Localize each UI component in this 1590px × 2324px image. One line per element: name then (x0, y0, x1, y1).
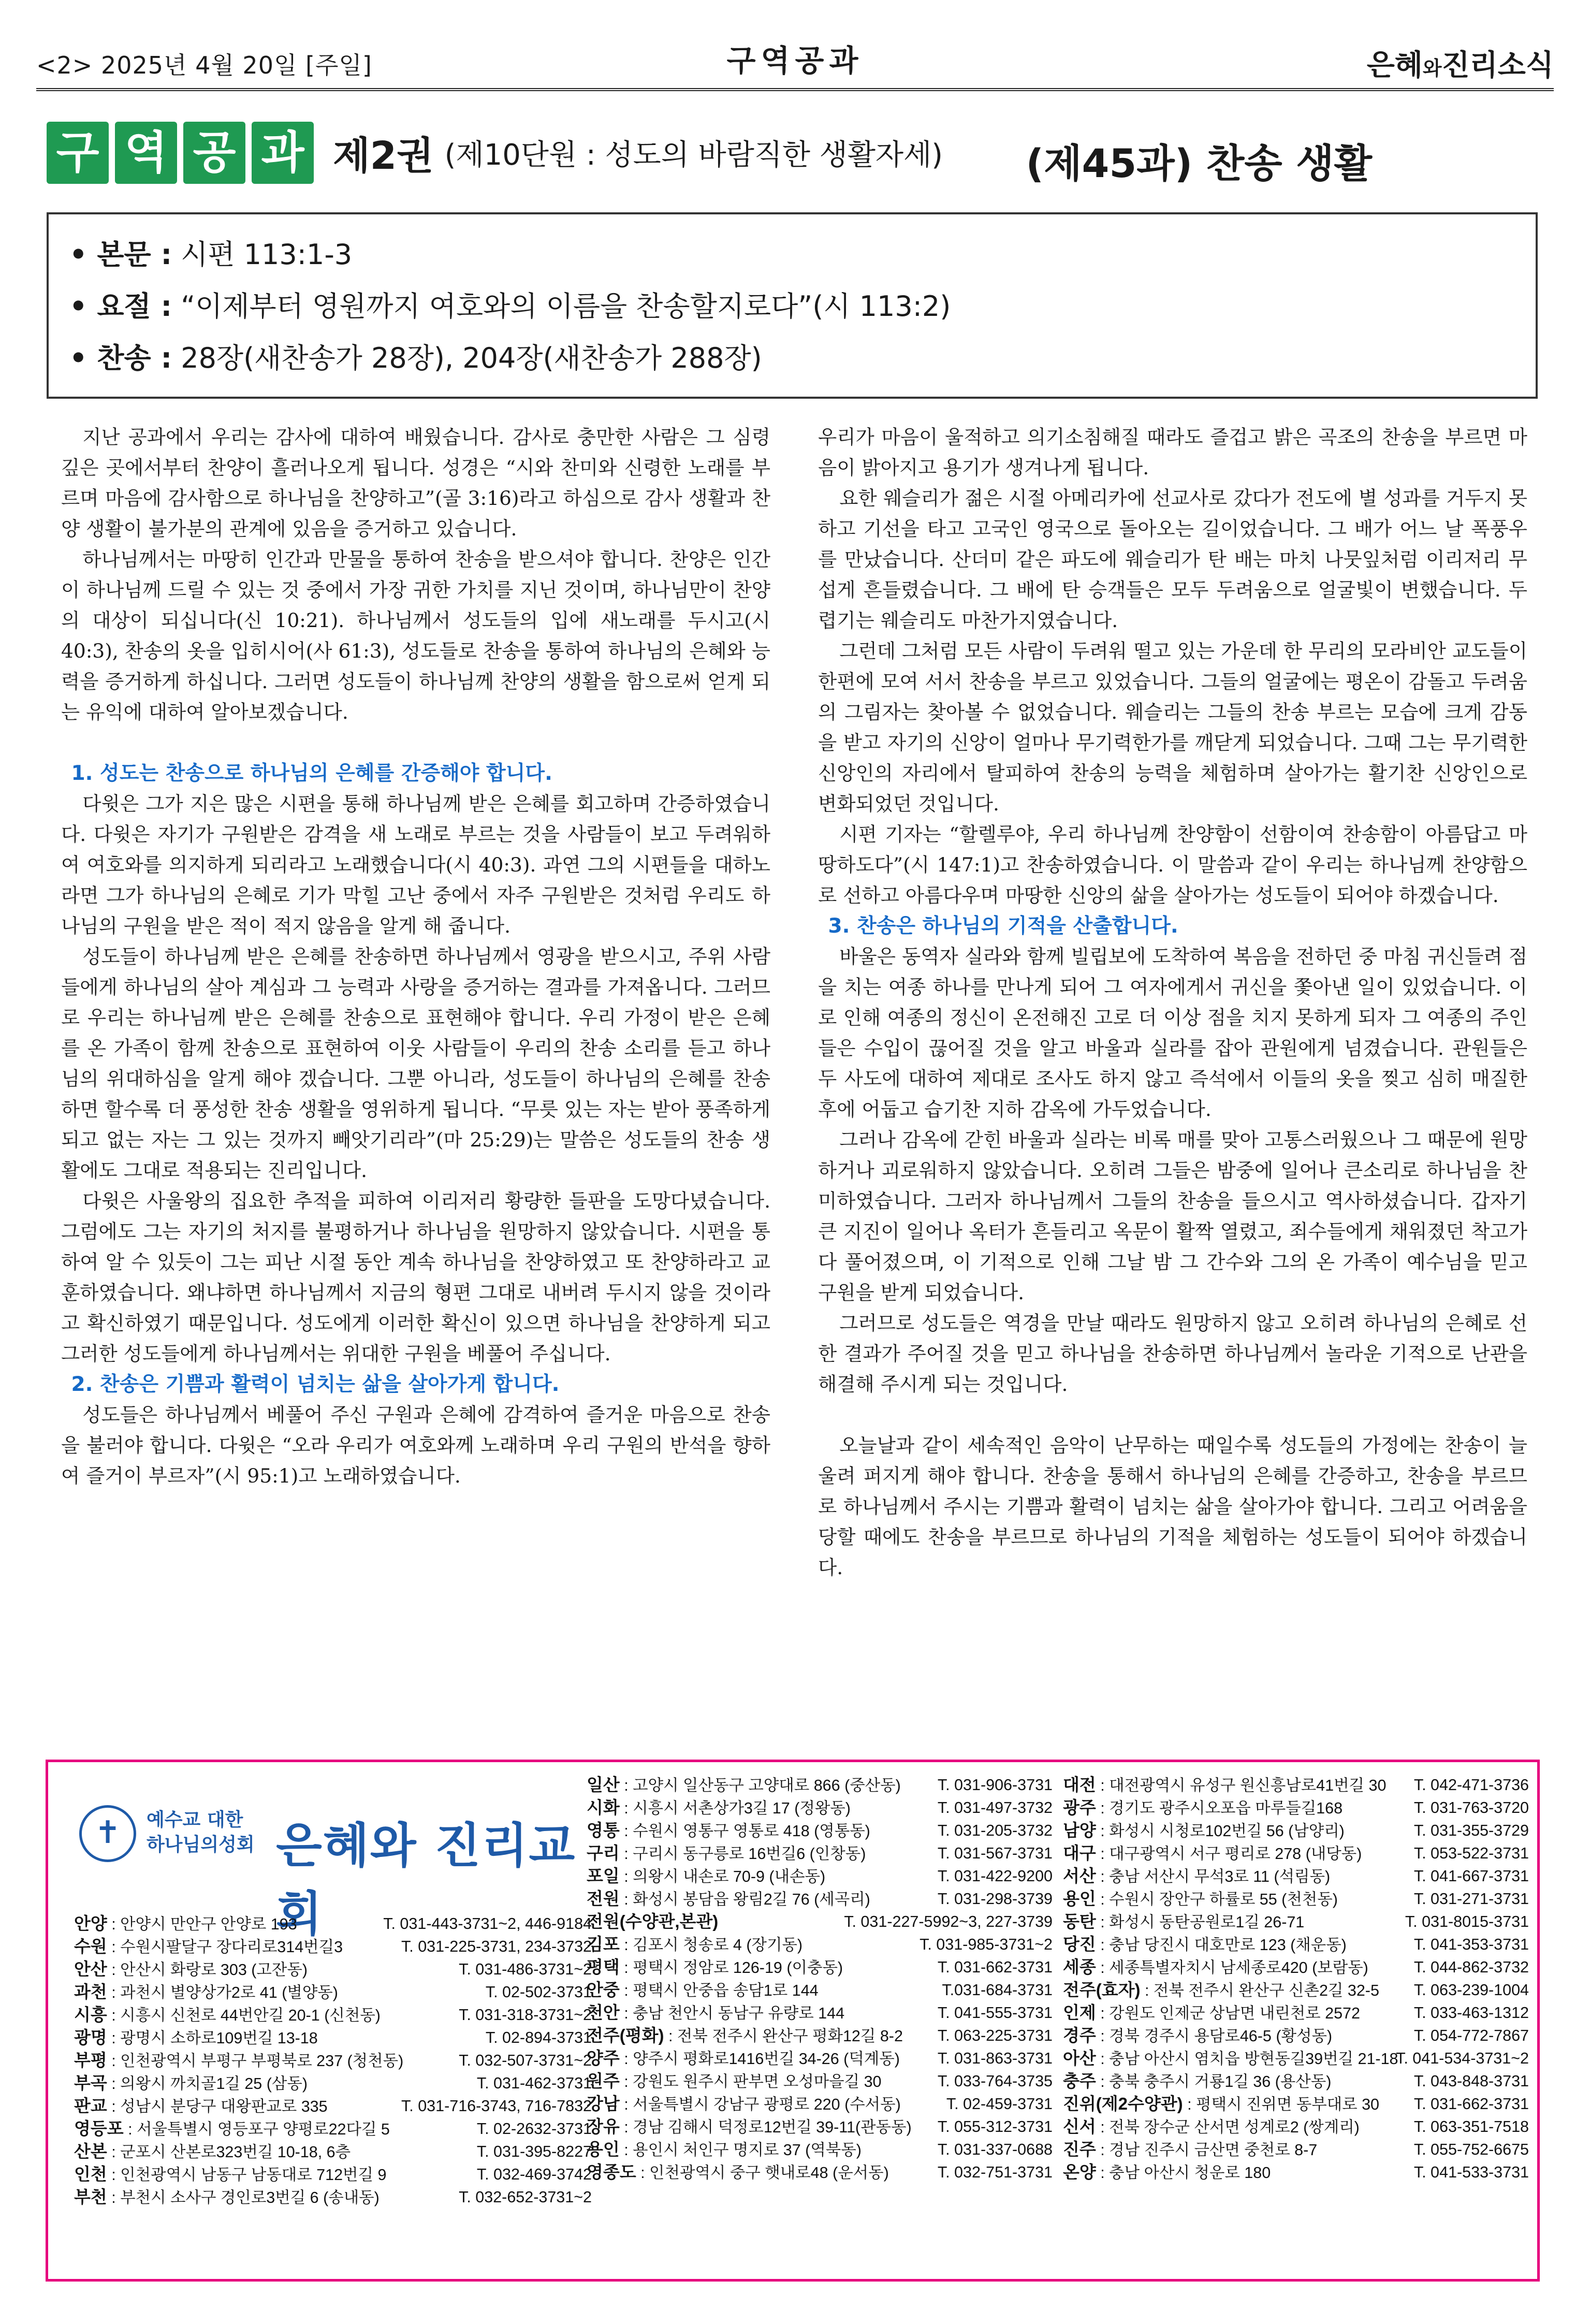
branch-entry (74, 1912, 592, 1935)
volume-label: 제2권 (333, 134, 434, 178)
branch-address: : 인천광역시 남동구 남동대로 712번길 9 (107, 2166, 387, 2184)
conclusion-paragraph: 오늘날과 같이 세속적인 음악이 난무하는 때일수록 성도들의 가정에는 찬송이 늘 울려 퍼지게 해야 합니다. 찬송을 통해서 하나님의 은혜를 간증하고, 찬송을 부르므로 하나님께서 주시는 기쁨과 활력이 넘치는 삶을 살아가야 합니다. 그리고 어려움을 당할 때에도 찬송을 부르므로 하나님의 기적을 체험하는 성도들이 되어야 하겠습니다. (818, 1434, 1527, 1579)
branch-phone: T. 032-469-3742 (476, 2166, 592, 2183)
paragraph: 시편 기자는 “할렐루야, 우리 하나님께 찬양함이 선함이여 찬송함이 아름답고 마땅하도다”(시 147:1)고 찬송하였습니다. 이 말씀과 같이 우리는 하나님께 찬양함으로 선하고 아름다우며 마땅한 신앙의 삶을 살아가는 성도들이 되어야 하겠습니다. (818, 823, 1527, 907)
church-emblem-icon: ✝ (79, 1805, 136, 1862)
lesson-title: (제45과) 찬송 생활 (1026, 140, 1372, 186)
section-title: 구역공과 (726, 43, 864, 78)
branch-phone: T. 031-863-3731 (937, 2050, 1053, 2067)
branch-entry (1063, 2093, 1529, 2115)
branch-phone: T. 031-298-3739 (937, 1890, 1053, 1908)
branch-phone: T. 063-239-1004 (1413, 1981, 1529, 1999)
branch-address: : 경북 경주시 용담로46-5 (황성동) (1096, 2027, 1333, 2045)
branch-name: 부천 (74, 2187, 107, 2206)
branch-address: : 시흥시 서촌상가3길 17 (정왕동) (619, 1799, 851, 1817)
branch-entry (1063, 1774, 1529, 1796)
branch-name: 용인 (587, 2140, 620, 2159)
branch-entry (74, 1958, 592, 1981)
branch-name: 수원 (74, 1937, 107, 1956)
branch-phone: T. 031-443-3731~2, 446-9184 (383, 1915, 592, 1933)
branch-name: 세종 (1063, 1957, 1096, 1977)
header-rule (36, 88, 1554, 91)
scripture-text-row (69, 229, 1536, 281)
branch-address: : 대전광역시 유성구 원신흥남로41번길 30 (1096, 1777, 1387, 1794)
branch-name: 아산 (1063, 2049, 1096, 2068)
branch-entry (587, 2161, 1053, 2184)
branch-phone: T. 055-312-3731 (937, 2118, 1053, 2136)
branch-entry (587, 1865, 1053, 1887)
branch-phone: T. 02-502-3731 (485, 1983, 592, 2001)
branch-entry (1063, 1956, 1529, 1979)
scripture-value: 시편 113:1-3 (172, 238, 353, 271)
branch-name: 부평 (74, 2051, 107, 2070)
key-verse-label: • 요절 : (69, 290, 172, 323)
branch-entry (1063, 2047, 1529, 2070)
branch-phone: T. 041-533-3731 (1413, 2163, 1529, 2181)
branch-phone: T. 053-522-3731 (1413, 1844, 1529, 1862)
branch-address: : 양주시 평화로1416번길 34-26 (덕계동) (619, 2050, 900, 2068)
branch-name: 동탄 (1063, 1912, 1096, 1931)
branch-entry (1063, 2024, 1529, 2047)
branch-name: 온양 (1063, 2162, 1096, 2182)
branch-address: : 화성시 시청로102번길 56 (남양리) (1096, 1822, 1345, 1840)
branch-address: : 광명시 소하로109번길 13-18 (107, 2029, 318, 2047)
branch-address: : 전북 전주시 완산구 평화12길 8-2 (664, 2027, 903, 2045)
branch-phone: T. 031-422-9200 (937, 1867, 1053, 1885)
brand-part-b: 진리소식 (1441, 49, 1554, 82)
lesson-summary-box (47, 212, 1538, 399)
branch-list-column-1 (74, 1912, 592, 2209)
branch-address: : 수원시 영통구 영통로 418 (영통동) (619, 1822, 870, 1840)
branch-name: 영통 (587, 1821, 620, 1840)
branch-address: : 구리시 동구릉로 16번길6 (인창동) (619, 1845, 866, 1863)
branch-name: 포일 (587, 1866, 620, 1885)
branch-name: 안양 (74, 1914, 107, 1933)
branch-phone: T. 031-205-3732 (937, 1822, 1053, 1839)
branch-name: 안산 (74, 1959, 107, 1979)
branch-phone: T. 031-318-3731~2 (459, 2006, 592, 2024)
branch-list-column-3 (1063, 1774, 1529, 2184)
branch-entry (587, 2024, 1053, 2047)
branch-address: : 안산시 화랑로 303 (고잔동) (107, 1961, 308, 1979)
branch-address: : 군포시 산본로323번길 10-18, 6층 (107, 2143, 351, 2161)
branch-name: 대구 (1063, 1843, 1096, 1863)
branch-entry (587, 1956, 1053, 1979)
branch-phone: T. 054-772-7867 (1413, 2027, 1529, 2044)
branch-entry (74, 2117, 592, 2140)
church-directory-box (46, 1760, 1540, 2282)
branch-entry (1063, 1887, 1529, 1910)
branch-phone: T. 031-355-3729 (1413, 1822, 1529, 1839)
branch-entry (587, 2093, 1053, 2115)
branch-name: 인제 (1063, 2003, 1096, 2022)
branch-entry (587, 1796, 1053, 1819)
branch-name: 전원(수양관,본관) (587, 1912, 719, 1931)
branch-phone: T. 02-459-3731 (946, 2095, 1053, 2113)
paragraph: 다윗은 사울왕의 집요한 추적을 피하여 이리저리 황량한 들판을 도망다녔습니다. 그럼에도 그는 자기의 처지를 불평하거나 하나님을 원망하지 않았습니다. 시편을 통하여 알 수 있듯이 그는 피난 시절 동안 계속 하나님을 찬양하였고 또 찬양하라고 교훈하였습니다. 왜냐하면 하나님께서 지금의 형편 그대로 내버려 두시지 않을 것이라고 확신하였기 때문입니다. 성도에게 이러한 확신이 있으면 하나님을 찬양하게 되고 그러한 성도들에게 하나님께서는 위대한 구원을 베풀어 주십니다. (61, 1189, 770, 1365)
branch-phone: T. 031-662-3731 (1413, 2095, 1529, 2113)
branch-entry (1063, 2070, 1529, 2093)
branch-address: : 화성시 봉담읍 왕림2길 76 (세곡리) (619, 1891, 870, 1908)
branch-address: : 강원도 인제군 상남면 내린천로 2572 (1096, 2005, 1360, 2022)
paragraph: 우리가 마음이 울적하고 의기소침해질 때라도 즐겁고 밝은 곡조의 찬송을 부르면 마음이 밝아지고 용기가 생겨나게 됩니다. (818, 426, 1527, 479)
branch-phone: T. 02-894-3731 (485, 2029, 592, 2046)
branch-name: 전주(평화) (587, 2026, 664, 2045)
title-tile-2: 역 (115, 122, 177, 184)
branch-name: 전주(효자) (1063, 1980, 1141, 1999)
branch-entry (587, 1819, 1053, 1842)
page-header (36, 31, 1554, 98)
branch-address: : 수원시팔달구 장다리로314번길3 (107, 1938, 343, 1956)
paragraph: 다윗은 그가 지은 많은 시편을 통해 하나님께 받은 은혜를 회고하며 간증하였습니다. 다윗은 자기가 구원받은 감격을 새 노래로 부르는 것을 사람들이 보고 두려워하여 여호와를 의지하게 되리라고 노래했습니다(시 40:3). 과연 그의 시편들을 대하노라면 그가 하나님의 은혜로 기가 막힐 고난 중에서 자주 구원받은 것처럼 우리도 하나님의 구원을 받은 적이 적지 않음을 알게 해 줍니다. (61, 792, 770, 937)
branch-entry (74, 1935, 592, 1958)
branch-address: : 성남시 분당구 대왕판교로 335 (107, 2098, 328, 2115)
branch-address: : 강원도 원주시 판부면 오성마을길 30 (619, 2073, 882, 2090)
branch-phone: T. 044-862-3732 (1413, 1958, 1529, 1976)
scripture-label: • 본문 : (69, 238, 172, 271)
branch-entry (1063, 1865, 1529, 1887)
branch-name: 산본 (74, 2142, 107, 2161)
branch-name: 구리 (587, 1843, 620, 1863)
branch-entry (587, 1774, 1053, 1796)
paragraph: 성도들이 하나님께 받은 은혜를 찬송하면 하나님께서 영광을 받으시고, 주위 사람들에게 하나님의 살아 계심과 그 능력과 사랑을 증거하는 결과를 가져옵니다. 그러므로 우리는 하나님께 받은 은혜를 찬송으로 표현해야 합니다. 우리 가정이 받은 은혜를 온 가족이 함께 찬송으로 표현하여 이웃 사람들이 우리의 찬송 소리를 듣고 하나님의 위대하심을 알게 해야 겠습니다. 그뿐 아니라, 성도들이 하나님의 은혜를 찬송하면 할수록 더 풍성한 찬송 생활을 영위하게 됩니다. “무릇 있는 자는 받아 풍족하게 되고 없는 자는 그 있는 것까지 빼앗기리라”(마 25:29)는 말씀은 성도들의 찬송 생활에도 그대로 적용되는 진리입니다. (61, 945, 770, 1182)
branch-phone: T. 031-227-5992~3, 227-3739 (844, 1913, 1053, 1930)
branch-name: 양주 (587, 2049, 620, 2068)
key-verse-row (69, 281, 1536, 332)
branch-name: 전원 (587, 1889, 620, 1908)
branch-phone: T. 031-662-3731 (937, 1958, 1053, 1976)
paragraph: 지난 공과에서 우리는 감사에 대하여 배웠습니다. 감사로 충만한 사람은 그 심령 깊은 곳에서부터 찬양이 흘러나오게 됩니다. 성경은 “시와 찬미와 신령한 노래를 부르며 마음에 감사함으로 하나님을 찬양하고”(골 3:16)라고 하심으로 감사 생활과 찬양 생활이 불가분의 관계에 있음을 증거하고 있습니다. (61, 426, 770, 540)
branch-phone: T. 031-337-0688 (937, 2141, 1053, 2158)
section-heading-2: 2. 찬송은 기쁨과 활력이 넘치는 삶을 살아가게 합니다. (71, 1373, 560, 1396)
branch-address: : 경남 김해시 덕정로12번길 39-11(관동동) (619, 2118, 912, 2136)
branch-name: 영종도 (587, 2162, 636, 2182)
branch-address: : 의왕시 내손로 70-9 (내손동) (619, 1868, 826, 1885)
branch-phone: T. 033-463-1312 (1413, 2004, 1529, 2022)
title-tile-3: 공 (183, 122, 245, 184)
branch-phone: T. 031-763-3720 (1413, 1799, 1529, 1817)
brand-part-wa: 와 (1422, 57, 1442, 80)
branch-address: : 세종특별자치시 남세종로420 (보람동) (1096, 1959, 1368, 1977)
branch-name: 부곡 (74, 2073, 107, 2093)
branch-name: 원주 (587, 2071, 620, 2090)
branch-phone: T. 02-2632-3731 (476, 2120, 592, 2138)
branch-address: : 인천광역시 중구 햇내로48 (운서동) (636, 2164, 889, 2182)
branch-address: : 화성시 동탄공원로1길 26-71 (1096, 1913, 1305, 1931)
branch-name: 진주 (1063, 2140, 1096, 2159)
branch-phone: T. 042-471-3736 (1413, 1776, 1529, 1794)
branch-address: : 인천광역시 부평구 부평북로 237 (청천동) (107, 2052, 404, 2070)
branch-entry (1063, 2115, 1529, 2138)
branch-name: 시화 (587, 1798, 620, 1817)
branch-phone: T.031-684-3731 (942, 1981, 1053, 1999)
hymn-value: 28장(새찬송가 28장), 204장(새찬송가 288장) (172, 342, 762, 374)
branch-name: 강남 (587, 2094, 620, 2113)
branch-entry (1063, 2001, 1529, 2024)
branch-name: 일산 (587, 1775, 620, 1794)
branch-address: : 서울특별시 영등포구 양평로22다길 5 (123, 2120, 390, 2138)
branch-name: 시흥 (74, 2005, 107, 2024)
branch-phone: T. 033-764-3735 (937, 2072, 1053, 2090)
branch-address: : 충남 서산시 무석3로 11 (석림동) (1096, 1868, 1331, 1885)
branch-phone: T. 055-752-6675 (1413, 2141, 1529, 2158)
branch-address: : 충남 아산시 염치읍 방현동길39번길 21-18 (1096, 2050, 1398, 2068)
branch-entry (587, 2070, 1053, 2093)
branch-address: : 평택시 정암로 126-19 (이충동) (619, 1959, 843, 1977)
branch-phone: T. 031-985-3731~2 (920, 1936, 1053, 1953)
branch-entry (587, 2115, 1053, 2138)
denomination-label (147, 1808, 255, 1857)
branch-entry (587, 1842, 1053, 1865)
branch-address: : 평택시 안중읍 송담1로 144 (619, 1982, 819, 1999)
branch-entry (587, 1979, 1053, 2001)
paragraph: 하나님께서는 마땅히 인간과 만물을 통하여 찬송을 받으셔야 합니다. 찬양은 인간이 하나님께 드릴 수 있는 것 중에서 가장 귀한 가치를 지닌 것이며, 하나님만이 찬양의 대상이 되십니다(신 10:21). 하나님께서 성도들의 입에 새노래를 두시고(시 40:3), 찬송의 옷을 입히시어(사 61:3), 성도들로 찬송을 통하여 하나님의 은혜와 능력을 증거하게 하십니다. 그러면 성도들이 하나님께 찬양의 생활을 함으로써 얻게 되는 유익에 대하여 알아보겠습니다. (61, 548, 770, 723)
branch-entry (587, 1887, 1053, 1910)
paragraph: 그러므로 성도들은 역경을 만날 때라도 원망하지 않고 오히려 하나님의 은혜로 선한 결과가 주어질 것을 믿고 하나님을 찬송하면 하나님께서 놀라운 기적으로 난관을 해결해 주시게 되는 것입니다. (818, 1312, 1527, 1396)
body-column-right (818, 422, 1527, 1583)
branch-phone: T. 032-507-3731~2 (459, 2052, 592, 2069)
branch-entry (587, 2138, 1053, 2161)
branch-address: : 평택시 진위면 동부대로 30 (1183, 2096, 1380, 2113)
branch-address: : 충남 당진시 대호만로 123 (채운동) (1096, 1936, 1347, 1954)
branch-phone: T. 031-486-3731~2 (459, 1960, 592, 1978)
branch-name: 김포 (587, 1935, 620, 1954)
branch-phone: T. 063-225-3731 (937, 2027, 1053, 2044)
branch-address: : 수원시 장안구 하률로 55 (천천동) (1096, 1891, 1338, 1908)
branch-address: : 안양시 만안구 안양로 193 (107, 1915, 297, 1933)
branch-entry (1063, 1842, 1529, 1865)
branch-phone: T. 032-751-3731 (937, 2163, 1053, 2181)
denomination-line-1: 예수교 대한 (147, 1809, 243, 1831)
branch-phone: T. 031-462-3731 (476, 2074, 592, 2092)
page-number-date: <2> 2025년 4월 20일 [주일] (36, 51, 372, 79)
branch-entry (74, 2072, 592, 2095)
branch-phone: T. 041-555-3731 (937, 2004, 1053, 2022)
branch-entry (1063, 2138, 1529, 2161)
title-tile-4: 과 (252, 122, 314, 184)
branch-phone: T. 041-667-3731 (1413, 1867, 1529, 1885)
branch-phone: T. 041-534-3731~2 (1396, 2050, 1529, 2067)
branch-name: 광명 (74, 2028, 107, 2047)
branch-address: : 경기도 광주시오포읍 마루들길168 (1096, 1799, 1343, 1817)
branch-name: 안중 (587, 1980, 620, 1999)
branch-address: : 시흥시 신천로 44번안길 20-1 (신천동) (107, 2007, 381, 2024)
branch-entry (74, 2003, 592, 2026)
branch-name: 장유 (587, 2117, 620, 2136)
section-heading-3: 3. 찬송은 하나님의 기적을 산출합니다. (828, 914, 1178, 938)
branch-address: : 서울특별시 강남구 광평로 220 (수서동) (619, 2096, 901, 2113)
body-column-left (61, 422, 770, 1491)
branch-name: 충주 (1063, 2071, 1096, 2090)
branch-name: 용인 (1063, 1889, 1096, 1908)
branch-entry (587, 2001, 1053, 2024)
branch-name: 평택 (587, 1957, 620, 1977)
hymn-label: • 찬송 : (69, 342, 172, 374)
branch-entry (587, 1910, 1053, 1933)
branch-name: 판교 (74, 2096, 107, 2115)
denomination-line-2: 하나님의성회 (147, 1834, 255, 1855)
branch-address: : 의왕시 까치골1길 25 (삼동) (107, 2075, 308, 2093)
branch-phone: T. 031-395-8227 (476, 2143, 592, 2160)
lesson-title-band (47, 122, 1543, 199)
newspaper-name (1367, 42, 1554, 84)
title-tile-1: 구 (47, 122, 109, 184)
branch-name: 진위(제2수양관) (1063, 2094, 1183, 2113)
branch-entry (74, 2140, 592, 2163)
branch-entry (587, 1933, 1053, 1956)
branch-name: 광주 (1063, 1798, 1096, 1817)
branch-list-column-2 (587, 1774, 1053, 2184)
section-heading-1: 1. 성도는 찬송으로 하나님의 은혜를 간증해야 합니다. (71, 762, 552, 785)
branch-address: : 과천시 별양상가2로 41 (별양동) (107, 1984, 338, 2001)
branch-name: 서산 (1063, 1866, 1096, 1885)
branch-phone: T. 031-567-3731 (937, 1844, 1053, 1862)
branch-address: : 경남 진주시 금산면 중천로 8-7 (1096, 2141, 1318, 2159)
branch-address: : 대구광역시 서구 평리로 278 (내당동) (1096, 1845, 1362, 1863)
branch-phone: T. 031-716-3743, 716-7832 (401, 2097, 592, 2115)
paragraph: 성도들은 하나님께서 베풀어 주신 구원과 은혜에 감격하여 즐거운 마음으로 찬송을 불러야 합니다. 다윗은 “오라 우리가 여호와께 노래하며 우리 구원의 반석을 향하여 즐거이 부르자”(시 95:1)고 노래하였습니다. (61, 1403, 770, 1487)
branch-entry (1063, 1910, 1529, 1933)
branch-name: 영등포 (74, 2119, 124, 2138)
branch-address: : 전북 전주시 완산구 신촌2길 32-5 (1140, 1982, 1379, 1999)
branch-phone: T. 031-497-3732 (937, 1799, 1053, 1817)
branch-entry (587, 2047, 1053, 2070)
branch-address: : 충남 아산시 청운로 180 (1096, 2164, 1271, 2182)
branch-name: 인천 (74, 2165, 107, 2184)
branch-phone: T. 041-353-3731 (1413, 1936, 1529, 1953)
brand-part-a: 은혜 (1366, 49, 1423, 82)
branch-address: : 용인시 처인구 명지로 37 (역북동) (619, 2141, 862, 2159)
branch-phone: T. 032-652-3731~2 (459, 2188, 592, 2206)
branch-entry (74, 2049, 592, 2072)
branch-entry (74, 2163, 592, 2186)
branch-name: 경주 (1063, 2026, 1096, 2045)
branch-entry (74, 2095, 592, 2117)
branch-address: : 고양시 일산동구 고양대로 866 (중산동) (619, 1777, 901, 1794)
paragraph: 바울은 동역자 실라와 함께 빌립보에 도착하여 복음을 전하던 중 마침 귀신들려 점을 치는 여종 하나를 만나게 되어 그 여자에게서 귀신을 쫓아낸 일이 있었습니다. 이로 인해 여종의 정신이 온전해진 고로 더 이상 점을 치지 못하게 되자 그 여종의 주인들은 수입이 끊어질 것을 알고 바울과 실라를 잡아 관원에게 넘겼습니다. 관원들은 두 사도에 대하여 제대로 조사도 하지 않고 즉석에서 이들의 옷을 찢고 심히 매질한 후에 어둡고 습기찬 지하 감옥에 가두었습니다. (818, 945, 1527, 1121)
branch-name: 당진 (1063, 1935, 1096, 1954)
branch-name: 대전 (1063, 1775, 1096, 1794)
branch-entry (1063, 1796, 1529, 1819)
branch-entry (1063, 1979, 1529, 2001)
unit-label: (제10단원 : 성도의 바람직한 생활자세) (444, 138, 943, 172)
branch-phone: T. 031-225-3731, 234-3732 (401, 1938, 592, 1955)
branch-phone: T. 063-351-7518 (1413, 2118, 1529, 2136)
branch-entry (1063, 2161, 1529, 2184)
hymn-row (69, 332, 1536, 384)
branch-address: : 부천시 소사구 경인로3번길 6 (송내동) (107, 2189, 380, 2206)
branch-entry (74, 2186, 592, 2209)
branch-name: 천안 (587, 2003, 620, 2022)
branch-phone: T. 031-271-3731 (1413, 1890, 1529, 1908)
church-name: 은혜와 진리교회 (276, 1818, 576, 1942)
branch-address: : 김포시 청송로 4 (장기동) (619, 1936, 803, 1954)
branch-name: 과천 (74, 1982, 107, 2001)
branch-entry (74, 1981, 592, 2003)
paragraph: 그러나 감옥에 갇힌 바울과 실라는 비록 매를 맞아 고통스러웠으나 그 때문에 원망하거나 괴로워하지 않았습니다. 오히려 그들은 밤중에 일어나 큰소리로 하나님을 찬미하였습니다. 그러자 하나님께서 그들의 찬송을 들으시고 역사하셨습니다. 갑자기 큰 지진이 일어나 옥터가 흔들리고 옥문이 활짝 열렸고, 죄수들에게 채워졌던 착고가 다 풀어졌으며, 이 기적으로 인해 그날 밤 그 간수와 그의 온 가족이 예수님을 믿고 구원을 받게 되었습니다. (818, 1128, 1527, 1304)
paragraph: 그런데 그처럼 모든 사람이 두려워 떨고 있는 가운데 한 무리의 모라비안 교도들이 한편에 모여 서서 찬송을 부르고 있었습니다. 그들의 얼굴에는 평온이 감돌고 두려움의 그림자는 찾아볼 수 없었습니다. 웨슬리는 그들의 찬송 부르는 모습에 크게 감동을 받고 자기의 신앙이 얼마나 무기력한가를 깨닫게 되었습니다. 그때 그는 무기력한 신앙인의 자리에서 탈피하여 찬송의 능력을 체험하며 살아가는 활기찬 신앙인으로 변화되었던 것입니다. (818, 640, 1527, 815)
key-verse-value: “이제부터 영원까지 여호와의 이름을 찬송할지로다”(시 113:2) (172, 290, 951, 323)
branch-entry (1063, 1933, 1529, 1956)
branch-name: 남양 (1063, 1821, 1096, 1840)
branch-phone: T. 031-906-3731 (937, 1776, 1053, 1794)
branch-address: : 전북 장수군 산서면 성계로2 (쌍계리) (1096, 2118, 1360, 2136)
branch-phone: T. 031-8015-3731 (1405, 1913, 1529, 1930)
branch-address: : 충남 천안시 동남구 유량로 144 (619, 2005, 845, 2022)
branch-address: : 충북 충주시 거룡1길 36 (용산동) (1096, 2073, 1332, 2090)
branch-entry (74, 2026, 592, 2049)
paragraph: 요한 웨슬리가 젊은 시절 아메리카에 선교사로 갔다가 전도에 별 성과를 거두지 못하고 기선을 타고 고국인 영국으로 돌아오는 길이었습니다. 그 배가 어느 날 폭풍우를 만났습니다. 산더미 같은 파도에 웨슬리가 탄 배는 마치 나뭇잎처럼 이리저리 무섭게 흔들렸습니다. 그 배에 탄 승객들은 모두 두려움으로 얼굴빛이 변했습니다. 두렵기는 웨슬리도 마찬가지였습니다. (818, 487, 1527, 632)
branch-entry (1063, 1819, 1529, 1842)
branch-phone: T. 043-848-3731 (1413, 2072, 1529, 2090)
branch-name: 신서 (1063, 2117, 1096, 2136)
